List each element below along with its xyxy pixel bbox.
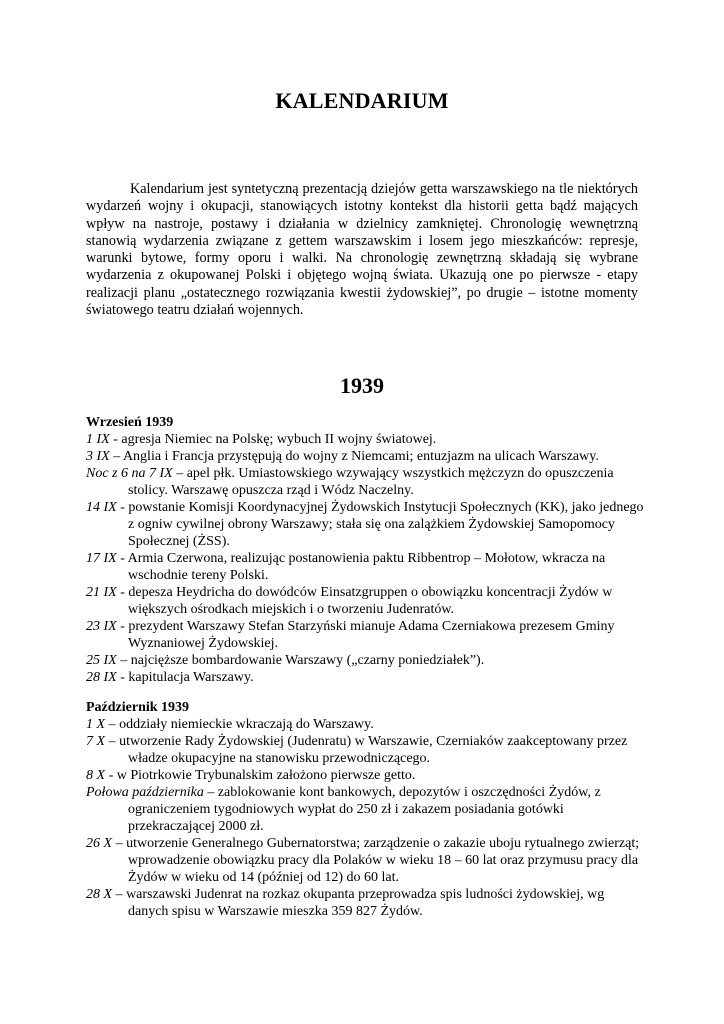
chronology-entry: [86, 431, 646, 448]
chronology-entry: [86, 886, 646, 920]
chronology-entry: [86, 652, 646, 669]
month-heading: Wrzesień 1939: [86, 415, 174, 430]
chronology: [86, 414, 646, 933]
entry-text: - kapitulacja Warszawy.: [116, 670, 254, 685]
entry-date: Połowa października: [86, 785, 204, 800]
chronology-entry: [86, 618, 646, 652]
entry-text: – Anglia i Francja przystępują do wojny z Niemcami; entuzjazm na ulicach Warszawy.: [109, 449, 599, 464]
entry-text: – utworzenie Rady Żydowskiej (Judenratu) w Warszawie, Czerniaków zaakceptowany przez władze okupacyjne na stanowisku przewodniczącego.: [105, 734, 628, 766]
entry-date: 28 IX: [86, 670, 117, 685]
entry-date: 3 IX: [86, 449, 110, 464]
month-section-october: [86, 699, 646, 920]
month-heading: Październik 1939: [86, 700, 190, 715]
chronology-entry: [86, 835, 646, 886]
chronology-entry: [86, 465, 646, 499]
entry-date: 7 X: [86, 734, 106, 749]
entry-date: 8 X: [86, 768, 106, 783]
entry-date: 23 IX: [86, 619, 117, 634]
entry-text: - agresja Niemiec na Polskę; wybuch II wojny światowej.: [109, 432, 437, 447]
chronology-entry: [86, 584, 646, 618]
entry-text: - prezydent Warszawy Stefan Starzyński mianuje Adama Czerniakowa prezesem Gminy Wyznaniowej Żydowskiej.: [116, 619, 615, 651]
entry-date: Noc z 6 na 7 IX: [86, 466, 173, 481]
month-section-september: [86, 414, 646, 686]
entry-date: 1 IX: [86, 432, 110, 447]
entry-date: 21 IX: [86, 585, 117, 600]
chronology-entry: [86, 669, 646, 686]
entry-text: - depesza Heydricha do dowódców Einsatzgruppen o obowiązku koncentracji Żydów w większych ośrodkach miejskich i o tworzeniu Judenratów.: [116, 585, 613, 617]
entry-text: – utworzenie Generalnego Gubernatorstwa; zarządzenie o zakazie uboju rytualnego zwierząt; wprowadzenie obowiązku pracy dla Polaków w wieku 18 – 60 lat oraz przymusu pracy dla Żydów w wieku od 14 (później od 12) do 60 lat.: [112, 836, 640, 885]
entry-text: – warszawski Judenrat na rozkaz okupanta przeprowadza spis ludności żydowskiej, wg danych spisu w Warszawie mieszka 359 827 Żydów.: [112, 887, 605, 919]
chronology-entry: [86, 716, 646, 733]
entry-date: 25 IX: [86, 653, 117, 668]
entry-date: 14 IX: [86, 500, 117, 515]
chronology-entry: [86, 733, 646, 767]
entry-text: – najcięższe bombardowanie Warszawy („czarny poniedziałek”).: [116, 653, 485, 668]
entry-date: 28 X: [86, 887, 113, 902]
entry-date: 1 X: [86, 717, 106, 732]
chronology-entry: [86, 550, 646, 584]
entry-date: 17 IX: [86, 551, 117, 566]
chronology-entry: [86, 499, 646, 550]
entry-text: – apel płk. Umiastowskiego wzywający wszystkich mężczyzn do opuszczenia stolicy. Warszawę opuszcza rząd i Wódz Naczelny.: [128, 466, 614, 498]
chronology-entry: [86, 767, 646, 784]
page-title: KALENDARIUM: [275, 88, 449, 113]
intro-paragraph: Kalendarium jest syntetyczną prezentacją dziejów getta warszawskiego na tle niektórych wydarzeń wojny i okupacji, stanowiących istotny kontekst dla historii getta bądź mających wpływ na nastroje, postawy i działania w dzielnicy zamkniętej. Chronologię wewnętrzną stanowią wydarzenia związane z gettem warszawskim i losem jego mieszkańców: represje, warunki bytowe, formy oporu i walki. Na chronologię zewnętrzną składają się wybrane wydarzenia z okupowanej Polski i objętego wojną świata. Ukazują one po pierwsze - etapy realizacji planu „ostatecznego rozwiązania kwestii żydowskiej”, po drugie – istotne momenty światowego teatru działań wojennych.: [86, 181, 638, 319]
entry-text: - w Piotrkowie Trybunalskim założono pierwsze getto.: [105, 768, 416, 783]
entry-text: - Armia Czerwona, realizując postanowienia paktu Ribbentrop – Mołotow, wkracza na wschodnie tereny Polski.: [116, 551, 606, 583]
chronology-entry: [86, 448, 646, 465]
entry-text: – oddziały niemieckie wkraczają do Warszawy.: [105, 717, 374, 732]
entry-date: 26 X: [86, 836, 113, 851]
entry-text: - powstanie Komisji Koordynacyjnej Żydowskich Instytucji Społecznych (KK), jako jednego z ogniw cywilnej obrony Warszawy; stała się ona zalążkiem Żydowskiej Samopomocy Społecznej (ŻSS).: [116, 500, 644, 549]
year-heading: 1939: [340, 373, 384, 398]
entry-text: – zablokowanie kont bankowych, depozytów i oszczędności Żydów, z ograniczeniem tygodniowych wypłat do 250 zł i zakazem posiadania gotówki przekraczającej 2000 zł.: [128, 785, 601, 834]
chronology-entry: [86, 784, 646, 835]
